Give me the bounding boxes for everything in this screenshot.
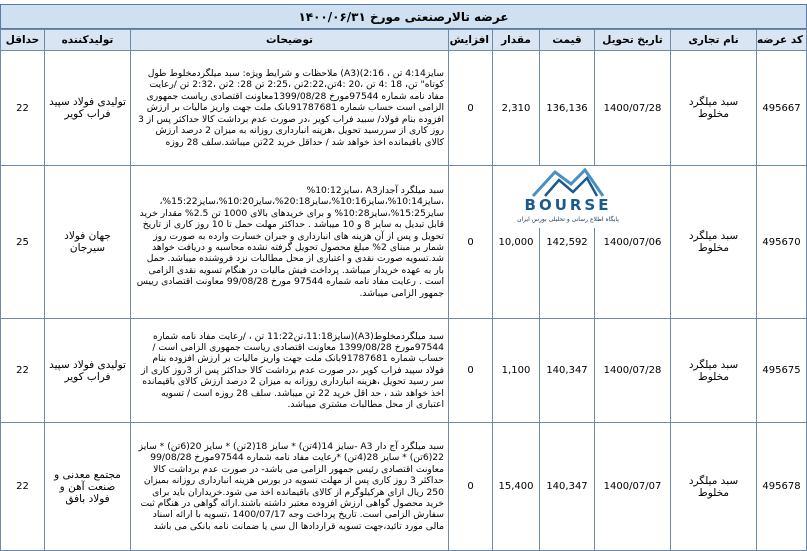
- col-header-producer: تولیدکننده: [45, 30, 131, 51]
- cell-quantity: 1,100: [493, 319, 540, 423]
- cell-price: 140,347: [540, 319, 595, 423]
- cell-code: 495675: [757, 319, 807, 423]
- cell-increase: 0: [449, 51, 493, 166]
- cell-price: 142,592: [540, 166, 595, 319]
- table-row: [1, 319, 807, 423]
- cell-notes: سبد میلگردمخلوط(A3)(سایز11:18،تن11:22 تن ، /رعایت مفاد نامه شماره 97544مورخ 1399/08/28 معاونت اقتصادی ریاست جمهوری الزامی است /حساب شماره 91787681بانک ملت جهت واریز مالیات بر ارزش افزوده بنام فولاد سپید فراب کویر ،در صورت عدم برداشت کالا حداکثر پس از 3روز کاری از سر رسید تحویل ،هزینه انبارداری روزانه به میزان 2 درصد ارزش کالای باقیمانده اخذ خواهد شد ، حد اقل خرید 22 تن میباشد. سلف 28 روزه است / تسویه اعتباری از محل مطالبات مشتری میباشد.: [131, 319, 449, 423]
- cell-trade-name: سبد میلگرد مخلوط: [671, 423, 757, 551]
- col-header-min: حداقل: [1, 30, 45, 51]
- cell-quantity: 10,000: [493, 166, 540, 319]
- table-row: [1, 423, 807, 551]
- table-row: [1, 166, 807, 319]
- col-header-price: قیمت: [540, 30, 595, 51]
- cell-producer: تولیدی فولاد سپید فراب کویر: [45, 51, 131, 166]
- col-header-delivery-date: تاریخ تحویل: [595, 30, 671, 51]
- cell-increase: 0: [449, 319, 493, 423]
- cell-trade-name: سبد میلگرد مخلوط: [671, 319, 757, 423]
- table-row: [1, 51, 807, 166]
- logo-wordmark: BOURSE: [524, 196, 612, 214]
- cell-price: 140,347: [540, 423, 595, 551]
- cell-trade-name: سبد میلگرد مخلوط: [671, 51, 757, 166]
- table-header-row: [1, 30, 807, 51]
- cell-price: 136,136: [540, 51, 595, 166]
- page-title: عرضه تالارصنعتی مورخ ۱۴۰۰/۰۶/۳۱: [0, 4, 807, 29]
- col-header-increase: افزایش: [449, 30, 493, 51]
- cell-min: 22: [1, 423, 45, 551]
- cell-producer: تولیدی فولاد سپید فراب کویر: [45, 319, 131, 423]
- cell-producer: مجتمع معدنی و صنعت آهن و فولاد بافق: [45, 423, 131, 551]
- cell-min: 22: [1, 319, 45, 423]
- cell-notes: سبد میلگرد آج دار A3 -سایز 14(4تن) * سایز 18(2تن) * سایز 20(6تن) * سایز 22(6تن) * سایز 28(4تن) *رعایت مفاد نامه شماره 97544مورخ 99/08/28 معاونت اقتصادی رئیس جمهور الزامی می باشد- در صورت عدم برداشت کالا حداکثر 3 روز کاری پس از مهلت تسویه در بورس هزینه انبارداری روزانه بمیزان 250 ریال ازای هرکیلوگرم از کالای باقیمانده اخذ می شود.خریداران باید برای خرید محصول گواهی ارزش افزوده معتبر داشته باشند.ارائه گواهی در هنگام ثبت سفارش الزامی است. تاریخ پرداخت وجه 1400/07/17 ،تسویه با ارائه اسناد مالی مورد تائید،جهت تسویه قراردادها ال سی یا ضمانت نامه بانکی می باشد: [131, 423, 449, 551]
- col-header-code: کد عرضه: [757, 30, 807, 51]
- logo-mark-icon: [493, 166, 643, 198]
- cell-notes: سایز4:14 تن ، 2:16)(A3) ملاحظات و شرایط ویژه: سبد میلگردمخلوط طول کوتاه" تن، 18 :4 تن ،20 :4تن،2:22تن ،2:25 تن 28: 2تن ،2:32 تن /رعایت مفاد نامه شماره 97544مورخ 1399/08/28معاونت اقتصادی ریاست جمهوری الزامی است حساب شماره 91787681بانک ملت جهت واریز مالیات بر ارزش افزوده بنام فولاد/ سبید فراب کویر ،در صورت عدم برداشت کالا حداکثر پس از 3 روز کاری از سررسید تحویل ،هزینه انبارداری روزانه به میزان 2 درصد ارزش کالای باقیمانده اخذ خواهد شد / حداقل خرید 22تن میباشد.سلف 28 روزه: [131, 51, 449, 166]
- cell-quantity: 15,400: [493, 423, 540, 551]
- cell-increase: 0: [449, 423, 493, 551]
- cell-trade-name: سبد میلگرد مخلوط: [671, 166, 757, 319]
- cell-delivery-date: 1400/07/06: [595, 166, 671, 319]
- col-header-trade-name: نام تجاری: [671, 30, 757, 51]
- cell-code: 495670: [757, 166, 807, 319]
- col-header-notes: توضیحات: [131, 30, 449, 51]
- cell-increase: 0: [449, 166, 493, 319]
- cell-delivery-date: 1400/07/28: [595, 51, 671, 166]
- cell-notes: سبد میلگرد آجدارA3 ،سایز10:12% ،سایز10:14%،سایز10:16%،سایز20:18%،سایز10:20%،سایز15:22%، سایز15:25%،سایز10:28% و برای خریدهای بالای 1000 تن 2.5% مقدار خرید قابل تبدیل به سایز 8 و 10 میباشد . حداکثر مهلت حمل تا 10 روز کاری از تاریخ تحویل و پس از آن هزینه های انبارداری و جبران خسارت وارده به صورت روز شمار بر مبنای 2% مبلغ محصول تحویل گرفته نشده محاسبه و دریافت خواهد شد.تسویه صورت نقدی و اعتباری از محل مطالبات نزد فروشنده میباشد. حمل بار به عهده خریدار میباشد. پرداخت فیش مالیات در هنگام تسویه نقدی الزامی است . رعایت مفاد نامه شماره 97544 مورخ 99/08/28 معاونت اقتصادی رییس جمهور الزامی میباشد.: [131, 166, 449, 319]
- cell-min: 22: [1, 51, 45, 166]
- cell-quantity: 2,310: [493, 51, 540, 166]
- logo-subtitle: پایگاه اطلاع رسانی و تحلیلی بورس ایران: [517, 216, 619, 223]
- cell-delivery-date: 1400/07/28: [595, 319, 671, 423]
- col-header-quantity: مقدار: [493, 30, 540, 51]
- cell-code: 495667: [757, 51, 807, 166]
- cell-delivery-date: 1400/07/07: [595, 423, 671, 551]
- offerings-table: [0, 29, 807, 551]
- bourse-logo: [493, 166, 643, 228]
- cell-code: 495678: [757, 423, 807, 551]
- cell-producer: جهان فولاد سیرجان: [45, 166, 131, 319]
- cell-min: 25: [1, 166, 45, 319]
